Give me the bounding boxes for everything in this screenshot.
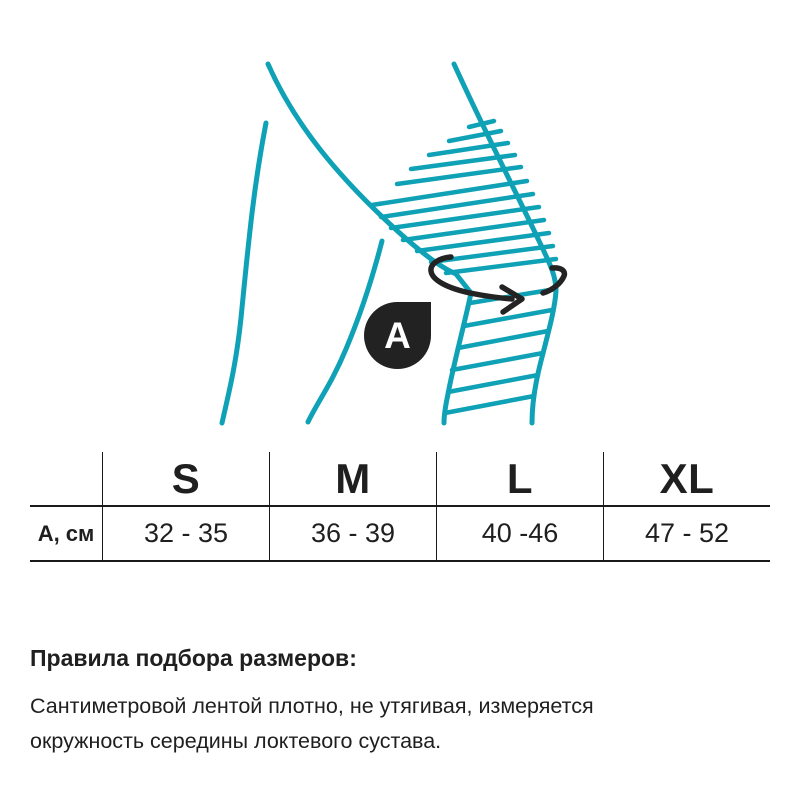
measurement-marker-label: A [384,315,411,356]
size-table [30,452,770,562]
size-column-header-xl: XL [603,452,770,507]
size-table-corner-cell [30,452,102,507]
size-range-cell-s: 32 - 35 [102,507,269,562]
sizing-rules-text [30,689,594,759]
size-column-header-l: L [436,452,603,507]
size-range-cell-m: 36 - 39 [269,507,436,562]
measurement-row-label: А, см [30,507,102,562]
size-range-cell-l: 40 -46 [436,507,603,562]
size-range-cell-xl: 47 - 52 [603,507,770,562]
sizing-rules-text-line-1: Сантиметровой лентой плотно, не утягивая, измеряется [30,694,594,718]
upper-arm-hatching [372,121,556,273]
size-column-header-m: M [269,452,436,507]
body-outline [222,64,556,423]
measurement-marker-a [364,302,431,369]
sizing-rules-text-line-2: окружность середины локтевого сустава. [30,729,442,753]
forearm-hatching [445,289,556,413]
size-column-header-s: S [102,452,269,507]
sizing-rules-title: Правила подбора размеров: [30,645,357,671]
